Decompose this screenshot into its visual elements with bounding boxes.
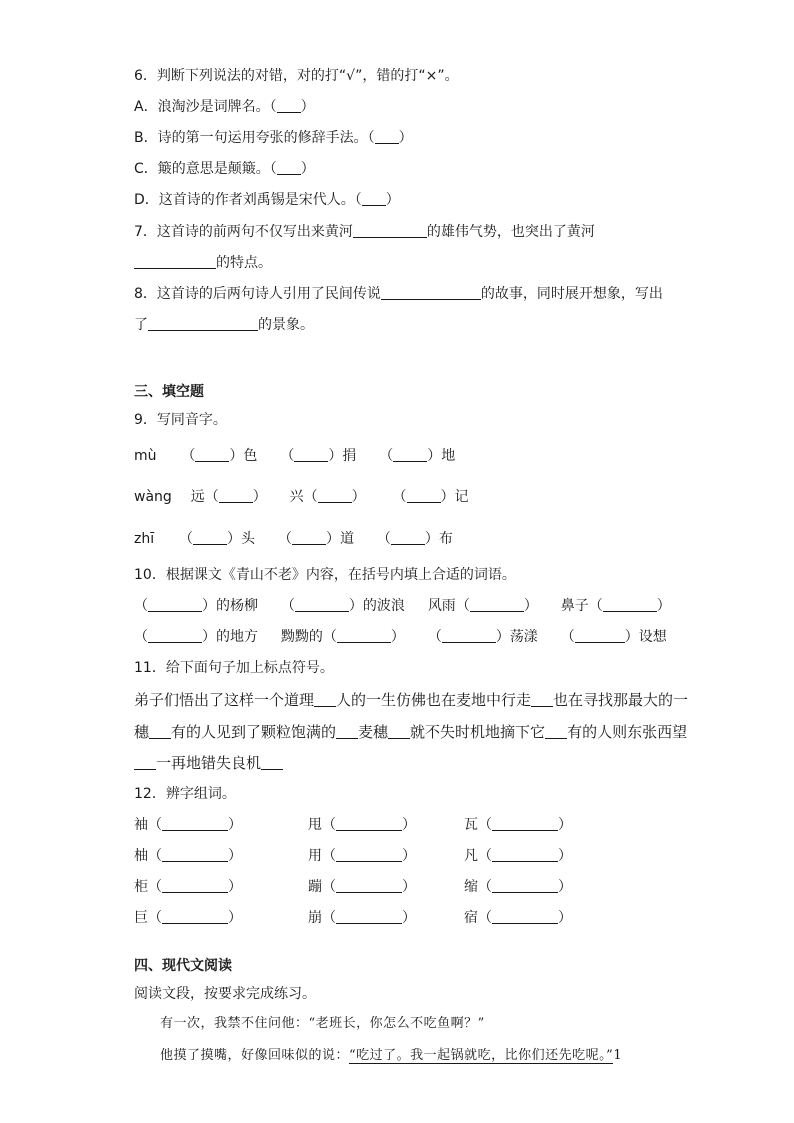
- question-12-row-2: 柚（ ） 用（ ） 凡（ ）: [134, 848, 572, 864]
- answer-blank[interactable]: [603, 597, 657, 612]
- answer-blank[interactable]: [492, 847, 558, 862]
- question-10-row-1: （ ）的杨柳 （ ）的波浪 风雨（ ） 鼻子（ ）: [134, 598, 671, 614]
- answer-blank[interactable]: [261, 755, 283, 770]
- answer-blank[interactable]: [292, 530, 326, 545]
- question-10-row-2: （ ）的地方 黝黝的（ ） （ ）荡漾 （ ）设想: [134, 629, 667, 645]
- answer-blank[interactable]: [336, 847, 402, 862]
- question-6-prompt: 6．判断下列说法的对错，对的打“√”，错的打“×”。: [134, 68, 459, 84]
- question-11-sentence-line-2: 穗 有的人见到了颗粒饱满的 麦穗 就不失时机地摘下它 有的人则东张西望: [134, 723, 688, 741]
- answer-blank[interactable]: [492, 878, 558, 893]
- answer-blank[interactable]: [162, 816, 228, 831]
- passage-paragraph-1: 有一次，我禁不住问他：“老班长，你怎么不吃鱼啊？”: [160, 1016, 485, 1031]
- question-7-cont: 的特点。: [134, 253, 272, 273]
- answer-blank[interactable]: [193, 530, 227, 545]
- answer-blank[interactable]: [375, 129, 399, 144]
- answer-blank[interactable]: [149, 724, 171, 739]
- underlined-sentence: “吃过了。我一起锅就吃，比你们还先吃呢。”: [349, 1048, 614, 1063]
- answer-blank[interactable]: [545, 724, 567, 739]
- question-12-prompt: 12．辨字组词。: [134, 786, 236, 802]
- answer-blank[interactable]: [336, 724, 358, 739]
- answer-blank[interactable]: [531, 692, 553, 707]
- question-9-row-zhi: zhī （ ）头 （ ）道 （ ）布: [134, 531, 453, 547]
- answer-blank[interactable]: [195, 447, 229, 462]
- question-12-row-1: 袖（ ） 甩（ ） 瓦（ ）: [134, 817, 572, 833]
- question-12-row-3: 柜（ ） 蹦（ ） 缩（ ）: [134, 879, 572, 895]
- answer-blank[interactable]: [353, 223, 427, 238]
- question-6-item-a: A．浪淘沙是词牌名。（ ）: [134, 99, 315, 115]
- question-11-sentence-line-1: 弟子们悟出了这样一个道理 人的一生仿佛也在麦地中行走 也在寻找那最大的一: [134, 691, 689, 709]
- passage-paragraph-2: 他摸了摸嘴，好像回味似的说：“吃过了。我一起锅就吃，比你们还先吃呢。”1: [160, 1048, 623, 1063]
- question-10-prompt: 10．根据课文《青山不老》内容，在括号内填上合适的词语。: [134, 567, 516, 583]
- answer-blank[interactable]: [442, 628, 496, 643]
- question-8: 8．这首诗的后两句诗人引用了民间传说 的故事，同时展开想象，写出: [134, 286, 663, 302]
- question-6-item-d: D．这首诗的作者刘禹锡是宋代人。（ ）: [134, 192, 400, 208]
- question-9-prompt: 9．写同音字。: [134, 412, 227, 428]
- answer-blank[interactable]: [277, 160, 301, 175]
- answer-blank[interactable]: [318, 488, 352, 503]
- answer-blank[interactable]: [148, 597, 202, 612]
- answer-blank[interactable]: [336, 909, 402, 924]
- question-7: 7．这首诗的前两句不仅写出来黄河 的雄伟气势，也突出了黄河: [134, 224, 595, 240]
- answer-blank[interactable]: [393, 447, 427, 462]
- answer-blank[interactable]: [336, 816, 402, 831]
- answer-blank[interactable]: [295, 597, 349, 612]
- answer-blank[interactable]: [337, 628, 391, 643]
- answer-blank[interactable]: [575, 628, 625, 643]
- question-6-item-b: B．诗的第一句运用夸张的修辞手法。（ ）: [134, 130, 413, 146]
- question-6-item-c: C．簸的意思是颠簸。（ ）: [134, 161, 315, 177]
- answer-blank[interactable]: [470, 597, 524, 612]
- answer-blank[interactable]: [162, 878, 228, 893]
- answer-blank[interactable]: [277, 98, 301, 113]
- answer-blank[interactable]: [219, 488, 253, 503]
- answer-blank[interactable]: [148, 628, 202, 643]
- answer-blank[interactable]: [391, 530, 425, 545]
- question-12-row-4: 巨（ ） 崩（ ） 宿（ ）: [134, 910, 572, 926]
- answer-blank[interactable]: [492, 816, 558, 831]
- answer-blank[interactable]: [162, 847, 228, 862]
- reading-instructions: 阅读文段，按要求完成练习。: [134, 986, 316, 1002]
- answer-blank[interactable]: [388, 724, 410, 739]
- answer-blank[interactable]: [407, 488, 441, 503]
- answer-blank[interactable]: [134, 254, 216, 269]
- question-11-prompt: 11．给下面句子加上标点符号。: [134, 660, 334, 676]
- answer-blank[interactable]: [492, 909, 558, 924]
- section-4-heading: 四、现代文阅读: [134, 958, 232, 974]
- answer-blank[interactable]: [134, 755, 156, 770]
- answer-blank[interactable]: [162, 909, 228, 924]
- question-11-sentence-line-3: 一再地错失良机: [134, 753, 283, 773]
- answer-blank[interactable]: [148, 316, 258, 331]
- answer-blank[interactable]: [381, 285, 481, 300]
- answer-blank[interactable]: [336, 878, 402, 893]
- question-9-row-mu: mù （ ）色 （ ）捐 （ ）地: [134, 448, 456, 464]
- answer-blank[interactable]: [314, 692, 336, 707]
- question-8-cont: 了 的景象。: [134, 317, 314, 333]
- section-3-heading: 三、填空题: [134, 384, 204, 400]
- question-9-row-wang: wàng 远（ ） 兴（ ） （ ）记: [134, 489, 469, 505]
- answer-blank[interactable]: [294, 447, 328, 462]
- answer-blank[interactable]: [362, 191, 386, 206]
